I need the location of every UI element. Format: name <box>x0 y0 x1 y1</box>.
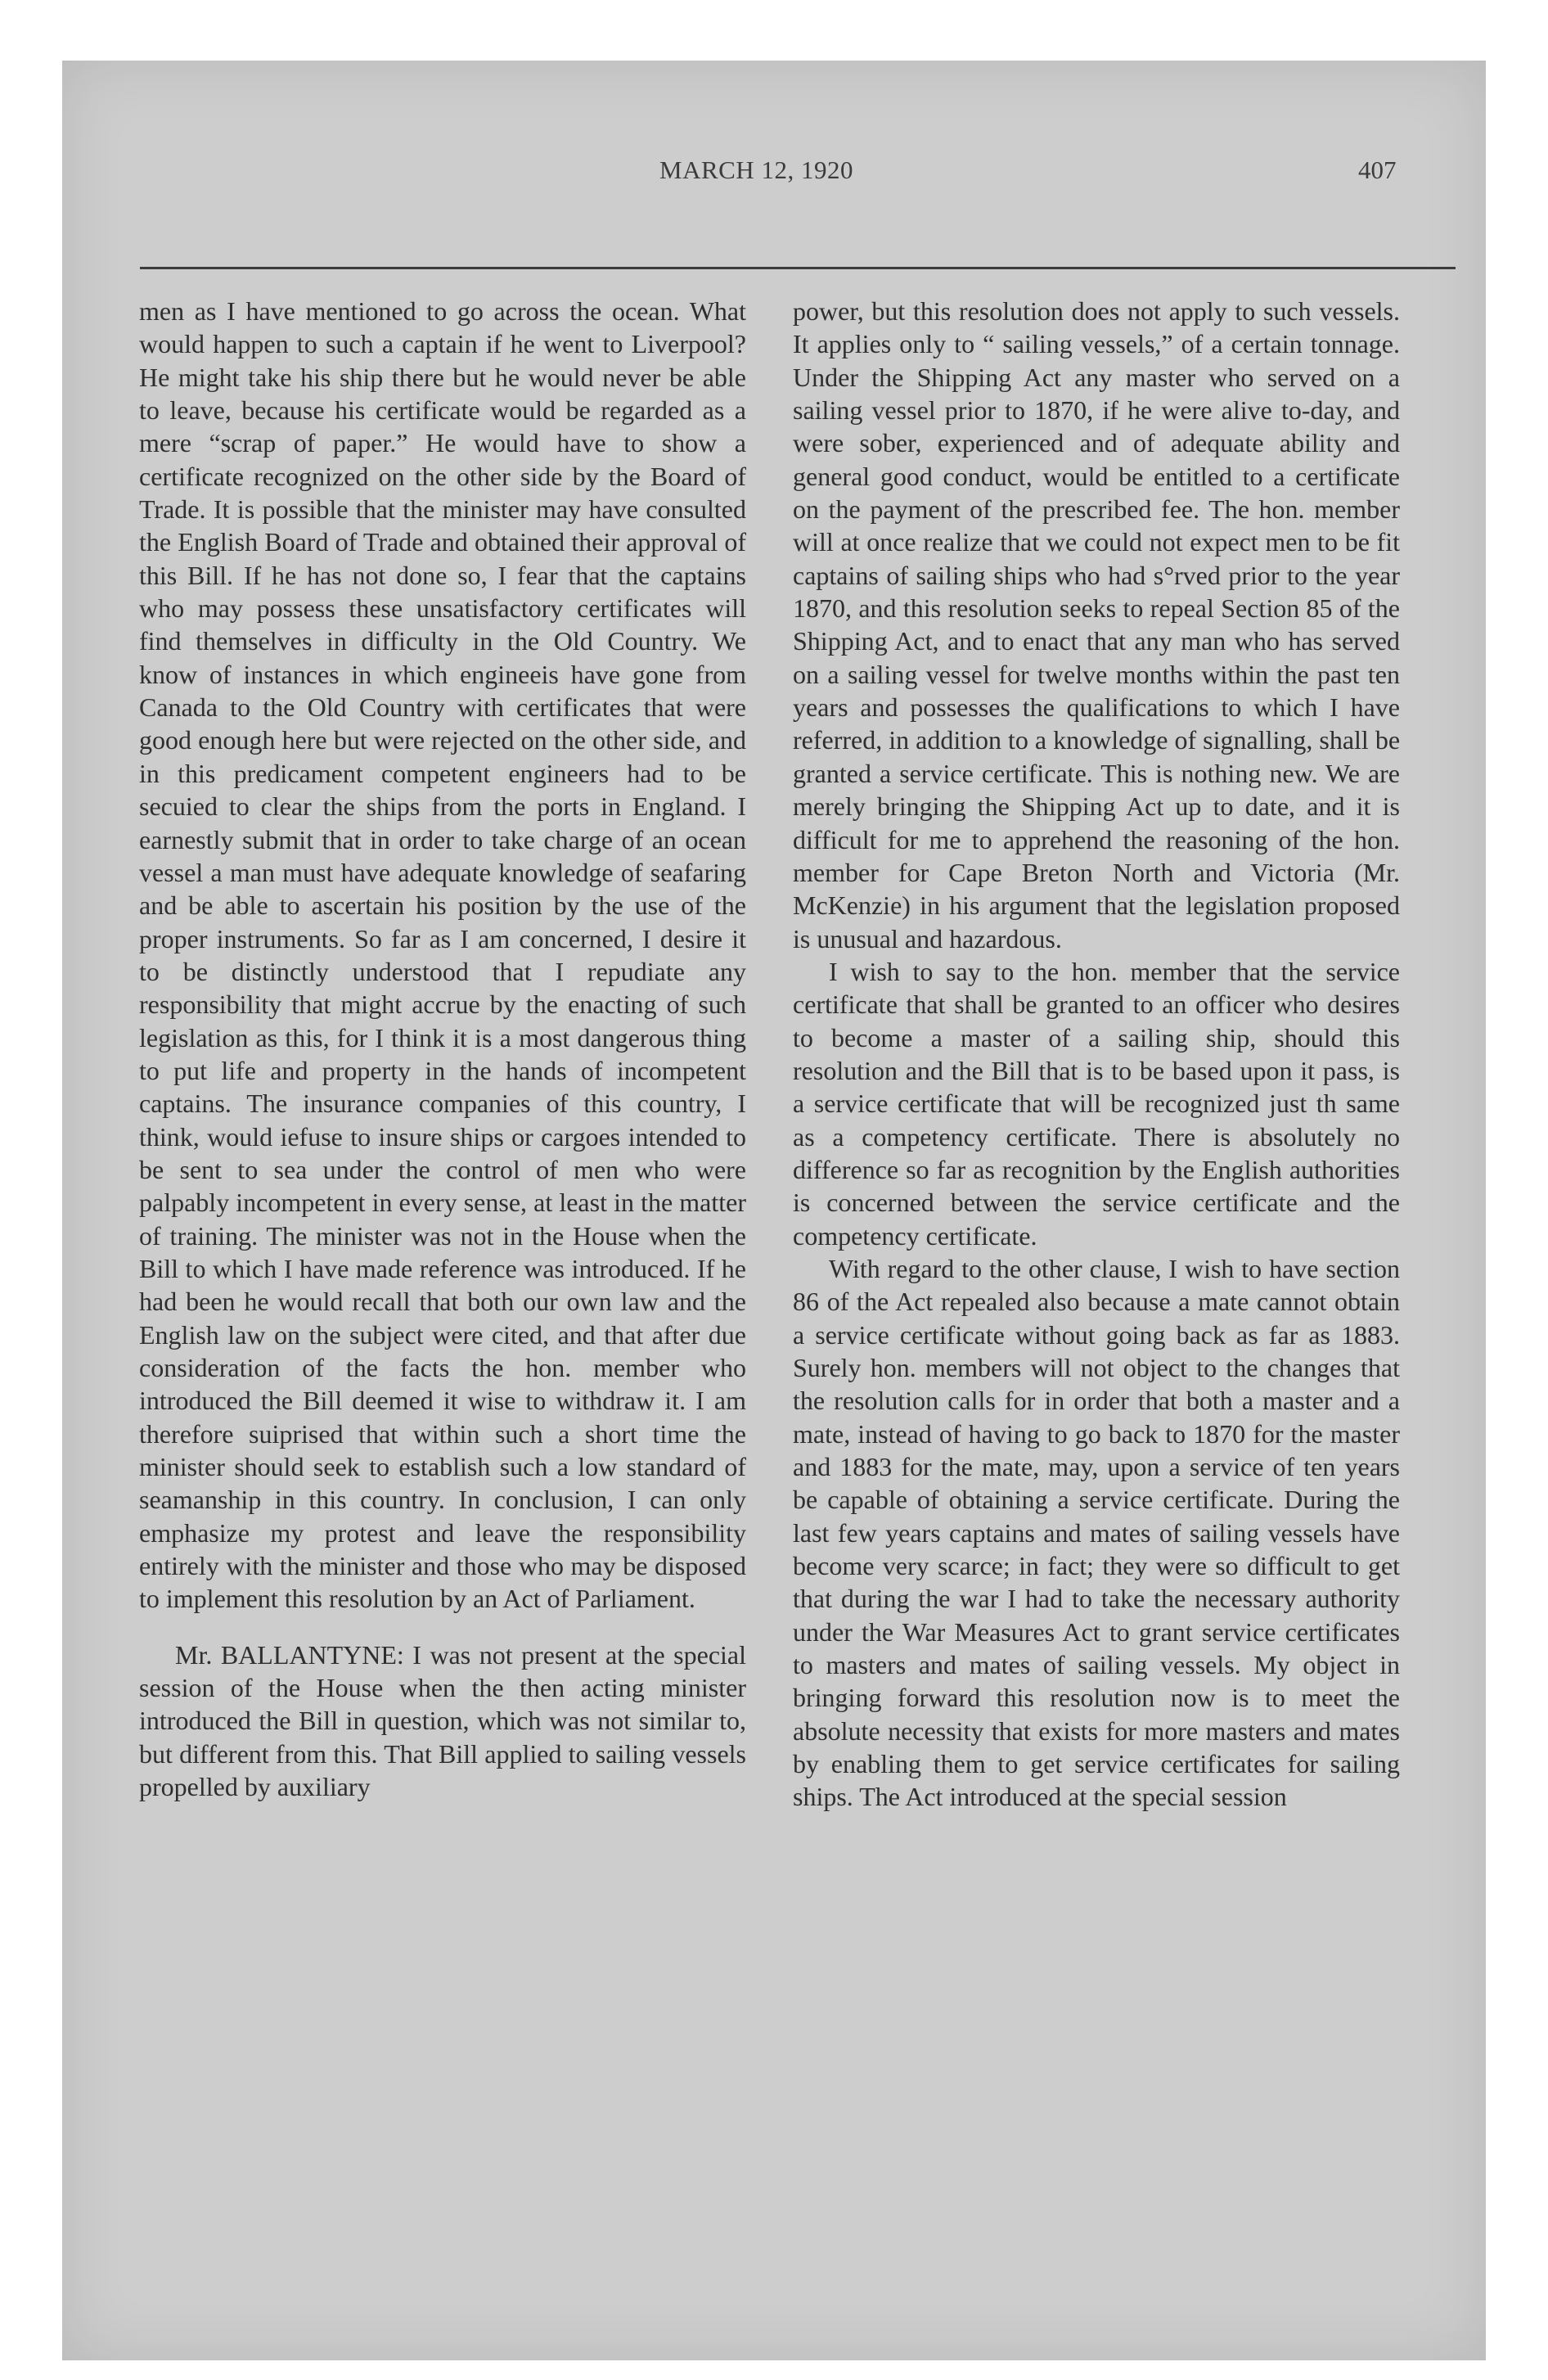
scanned-page <box>62 61 1486 2360</box>
header-rule <box>140 267 1456 269</box>
left-column <box>139 295 746 1803</box>
right-paragraph-2: I wish to say to the hon. member that the service certificate that shall be granted to an officer who desires to become a master of a sailing ship, should this resolution and the Bill that is to be based upon it pass, is a service certificate that will be recognized just th same as a competency certificate. There is absolutely no difference so far as recognition by the English authorities is concerned between the service certificate and the competency certificate. <box>793 956 1400 1251</box>
page-number: 407 <box>1358 156 1397 184</box>
left-paragraph-1: men as I have mentioned to go across the ocean. What would happen to such a captain if he went to Liverpool? He might take his ship there but he would never be able to leave, because his certificate would be regarded as a mere “scrap of paper.” He would have to show a certificate recognized on the other side by the Board of Trade. It is possible that the minister may have consulted the English Board of Trade and obtained their approval of this Bill. If he has not done so, I fear that the captains who may possess these unsatisfactory certificates will find themselves in difficulty in the Old Country. We know of instances in which engineeis have gone from Canada to the Old Country with certificates that were good enough here but were rejected on the other side, and in this predicament competent engineers had to be secuied to clear the ships from the ports in England. I earnestly submit that in order to take charge of an ocean vessel a man must have adequate knowledge of seafaring and be able to ascertain his position by the use of the proper instruments. So far as I am concerned, I desire it to be distinctly understood that I repudiate any responsibility that might accrue by the enacting of such legislation as this, for I think it is a most dangerous thing to put life and property in the hands of incompetent captains. The insurance companies of this country, I think, would iefuse to insure ships or cargoes intended to be sent to sea under the control of men who were palpably incompetent in every sense, at least in the matter of training. The minister was not in the House when the Bill to which I have made reference was introduced. If he had been he would recall that both our own law and the English law on the subject were cited, and that after due consideration of the facts the hon. member who introduced the Bill deemed it wise to withdraw it. I am therefore suiprised that within such a short time the minister should seek to establish such a low standard of seamanship in this country. In conclusion, I can only emphasize my protest and leave the responsibility entirely with the minister and those who may be disposed to implement this resolution by an Act of Parliament. <box>139 296 746 1614</box>
left-paragraph-2: Mr. BALLANTYNE: I was not present at the special session of the House when the then acting minister introduced the Bill in question, which was not similar to, but different from this. That Bill applied to sailing vessels propelled by auxiliary <box>139 1639 746 1802</box>
right-paragraph-1: power, but this resolution does not apply to such vessels. It applies only to “ sailing vessels,” of a certain tonnage. Under the Shipping Act any master who served on a sailing vessel prior to 1870, if he were alive to-day, and were sober, experienced and of adequate ability and general good conduct, would be entitled to a certificate on the payment of the prescribed fee. The hon. member will at once realize that we could not expect men to be fit captains of sailing ships who had s°rved prior to the year 1870, and this resolution seeks to repeal Section 85 of the Shipping Act, and to enact that any man who has served on a sailing vessel for twelve months within the past ten years and possesses the qualifications to which I have referred, in addition to a knowledge of signalling, shall be granted a service certificate. This is nothing new. We are merely bringing the Shipping Act up to date, and it is difficult for me to apprehend the reasoning of the hon. member for Cape Breton North and Victoria (Mr. McKenzie) in his argument that the legislation proposed is unusual and hazardous. <box>793 296 1401 953</box>
running-head-date: MARCH 12, 1920 <box>659 156 853 184</box>
right-paragraph-3: With regard to the other clause, I wish to have section 86 of the Act repealed also because a mate cannot obtain a service certificate without going back as far as 1883. Surely hon. members will not object to the changes that the resolution calls for in order that both a master and a mate, instead of having to go back to 1870 for the master and 1883 for the mate, may, upon a service of ten years be capable of obtaining a service certificate. During the last few years captains and mates of sailing vessels have become very scarce; in fact; they were so difficult to get that during the war I had to take the necessary authority under the War Measures Act to grant service certificates to masters and mates of sailing vessels. My object in bringing forward this resolution now is to meet the absolute necessity that exists for more masters and mates by enabling them to get service certificates for sailing ships. The Act introduced at the special session <box>793 1253 1400 1812</box>
right-column <box>793 295 1400 1814</box>
page-header <box>62 147 1486 196</box>
